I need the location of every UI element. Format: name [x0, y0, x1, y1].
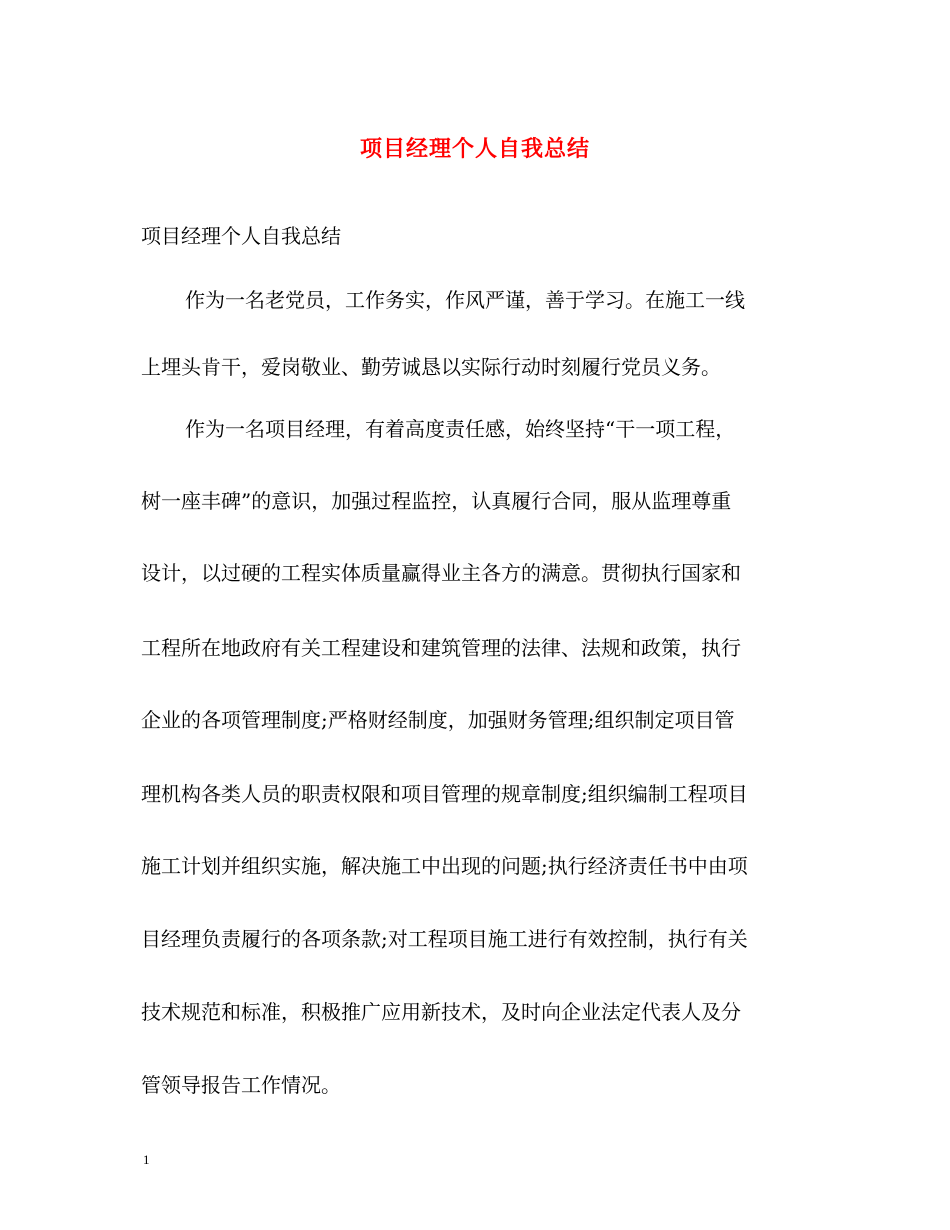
page-number: 1 [143, 1152, 150, 1167]
paragraph-line: 技术规范和标准，积极推广应用新技术，及时向企业法定代表人及分 [141, 1000, 741, 1024]
paragraph-line: 作为一名项目经理，有着高度责任感，始终坚持“干一项工程， [185, 417, 736, 441]
paragraph-line: 作为一名老党员，工作务实，作风严谨，善于学习。在施工一线 [185, 288, 745, 312]
paragraph-line: 设计，以过硬的工程实体质量赢得业主各方的满意。贯彻执行国家和 [141, 561, 741, 585]
document-title: 项目经理个人自我总结 [359, 136, 590, 162]
paragraph-line: 工程所在地政府有关工程建设和建筑管理的法律、法规和政策，执行 [141, 636, 741, 660]
paragraph-line: 施工计划并组织实施，解决施工中出现的问题;执行经济责任书中由项 [141, 854, 748, 878]
paragraph-line: 上埋头肯干，爱岗敬业、勤劳诚恳以实际行动时刻履行党员义务。 [141, 355, 721, 379]
paragraph-line: 理机构各类人员的职责权限和项目管理的规章制度;组织编制工程项目 [141, 782, 748, 806]
paragraph-line: 树一座丰碑”的意识，加强过程监控，认真履行合同，服从监理尊重 [141, 489, 732, 513]
paragraph-line: 目经理负责履行的各项条款;对工程项目施工进行有效控制，执行有关 [141, 927, 748, 951]
paragraph-line: 管领导报告工作情况。 [141, 1073, 341, 1097]
document-subtitle: 项目经理个人自我总结 [141, 224, 341, 248]
paragraph-line: 企业的各项管理制度;严格财经制度，加强财务管理;组织制定项目管 [141, 708, 735, 732]
